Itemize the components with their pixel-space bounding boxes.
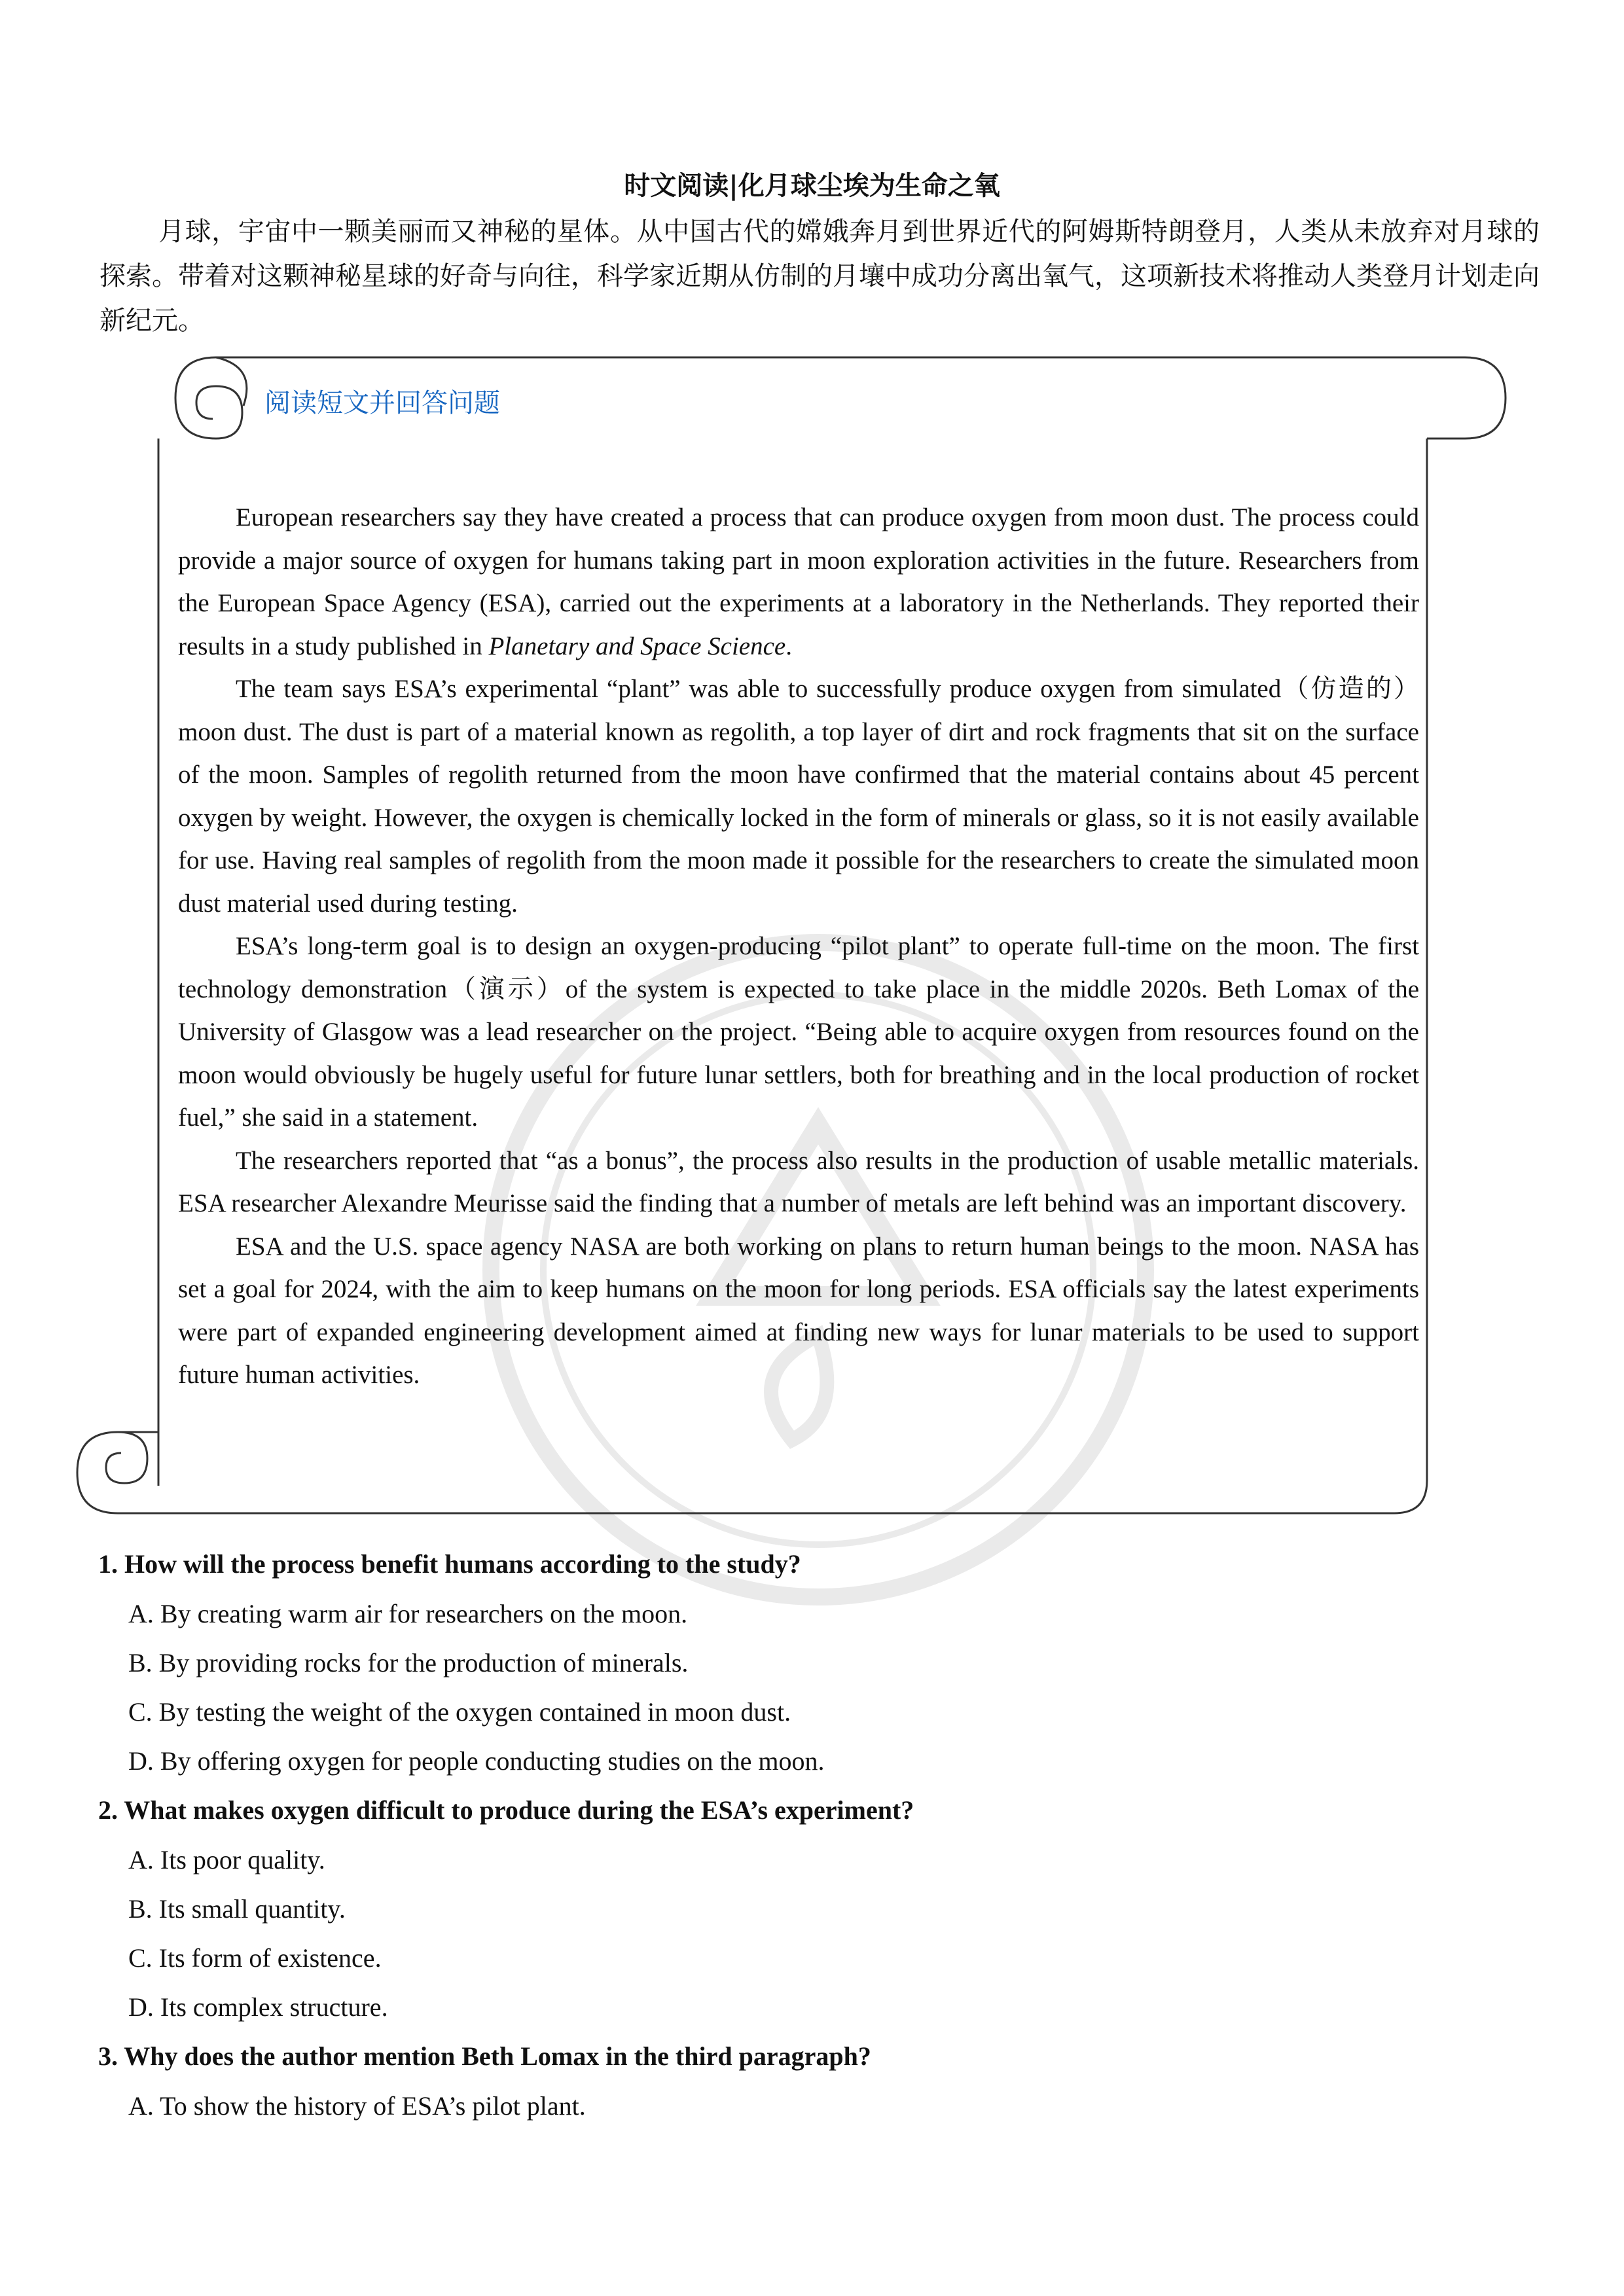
answer-option[interactable]: C. By testing the weight of the oxygen contained in moon dust. [128, 1697, 791, 1727]
passage-paragraph-4: The researchers reported that “as a bonus”, the process also results in the production of usable metallic materials. ESA researcher Alexandre Meurisse said the finding that a number of metals are left behind was an important discovery. [178, 1146, 1419, 1217]
answer-option[interactable]: D. Its complex structure. [128, 1992, 388, 2022]
passage-p1-text: European researchers say they have created a process that can produce oxygen from moon dust. The process could provide a major source of oxygen for humans taking part in moon exploration activities in the future. Researchers from the European Space Agency (ESA), carried out the experiments at a laboratory in the Netherlands. They reported their results in a study published in [178, 503, 1419, 660]
question-stem: 2. What makes oxygen difficult to produce during the ESA’s experiment? [98, 1795, 914, 1825]
question-stem: 3. Why does the author mention Beth Lomax in the third paragraph? [98, 2041, 871, 2071]
answer-option[interactable]: C. Its form of existence. [128, 1943, 382, 1973]
passage-paragraph-5: ESA and the U.S. space agency NASA are both working on plans to return human beings to the moon. NASA has set a goal for 2024, with the aim to keep humans on the moon for long periods. ESA officials say the latest experiments were part of expanded engineering development aimed at finding new ways for lunar materials to be used to support future human activities. [178, 1232, 1419, 1389]
question-stem: 1. How will the process benefit humans according to the study? [98, 1549, 801, 1579]
answer-option[interactable]: A. By creating warm air for researchers on the moon. [128, 1599, 688, 1628]
question-list [98, 1539, 1538, 2130]
passage-paragraph-3: ESA’s long-term goal is to design an oxygen-producing “pilot plant” to operate full-time on the moon. The first technology demonstration（演示）of the system is expected to take place in the middle 2020s. Beth Lomax of the University of Glasgow was a lead researcher on the project. “Being able to acquire oxygen from resources found on the moon would obviously be hugely useful for future lunar settlers, both for breathing and in the local production of rocket fuel,” she said in a statement. [178, 932, 1419, 1132]
answer-option[interactable]: A. To show the history of ESA’s pilot plant. [128, 2091, 586, 2121]
passage-paragraph-1 [178, 496, 1419, 668]
answer-option[interactable]: B. Its small quantity. [128, 1894, 346, 1924]
intro-paragraph: 月球，宇宙中一颗美丽而又神秘的星体。从中国古代的嫦娥奔月到世界近代的阿姆斯特朗登月，人类从未放弃对月球的探索。带着对这颗神秘星球的好奇与向往，科学家近期从仿制的月壤中成功分离出氧气，这项新技术将推动人类登月计划走向新纪元。 [99, 217, 1540, 336]
reading-passage [178, 496, 1419, 1397]
answer-option[interactable]: B. By providing rocks for the production of minerals. [128, 1648, 689, 1677]
passage-p1-end: . [785, 632, 792, 660]
page-title: 时文阅读|化月球尘埃为生命之氧 [624, 170, 1000, 201]
answer-option[interactable]: D. By offering oxygen for people conducting studies on the moon. [128, 1746, 825, 1776]
passage-paragraph-2: The team says ESA’s experimental “plant” was able to successfully produce oxygen from simulated（仿造的）moon dust. The dust is part of a material known as regolith, a top layer of dirt and rock fragments that sit on the surface of the moon. Samples of regolith returned from the moon have confirmed that the material contains about 45 percent oxygen by weight. However, the oxygen is chemically locked in the form of minerals or glass, so it is not easily available for use. Having real samples of regolith from the moon made it possible for the researchers to create the simulated moon dust material used during testing. [178, 675, 1419, 918]
scroll-heading: 阅读短文并回答问题 [264, 388, 500, 418]
answer-option[interactable]: A. Its poor quality. [128, 1845, 325, 1874]
journal-title: Planetary and Space Science [488, 632, 786, 660]
